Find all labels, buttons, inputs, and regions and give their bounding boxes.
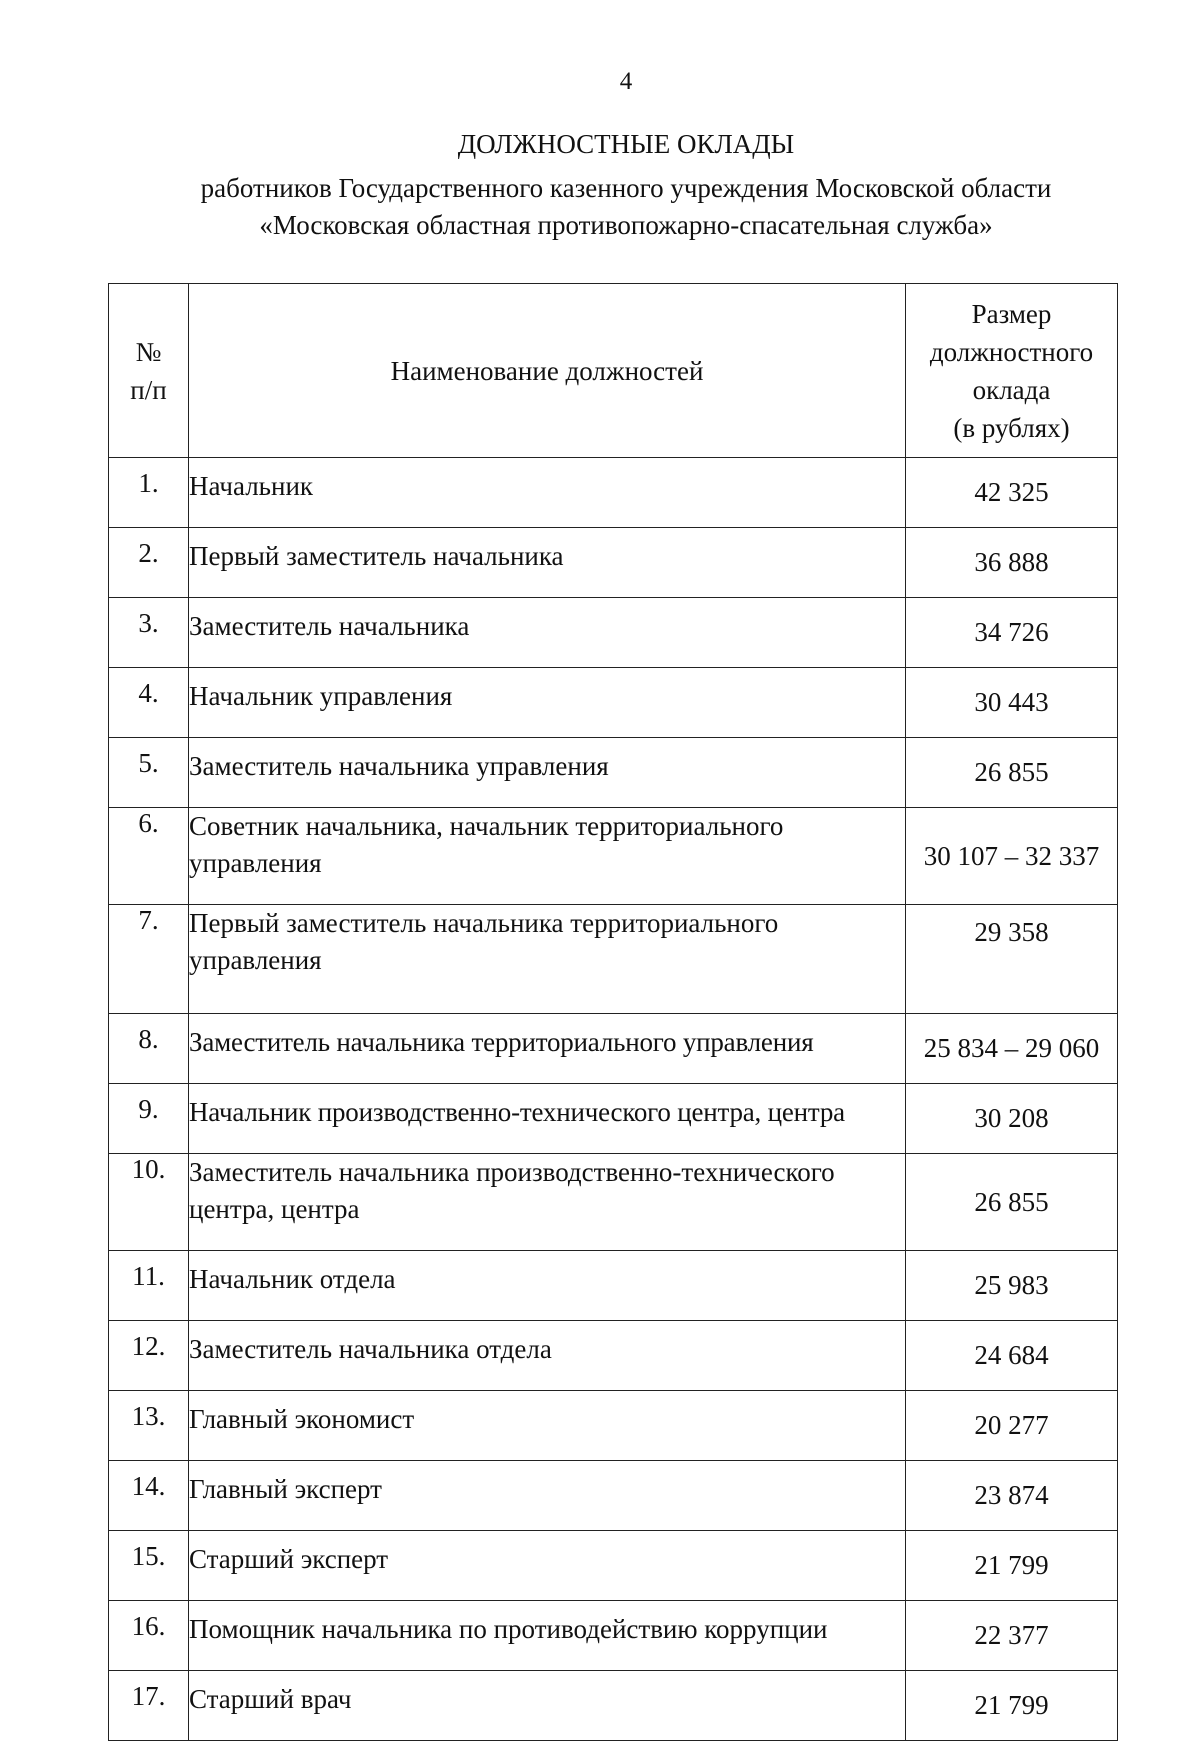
row-number: 16. [109,1601,189,1671]
table-row [109,1084,1118,1154]
table-row [109,808,1118,905]
salary-value: 22 377 [906,1601,1118,1671]
row-number: 6. [109,808,189,905]
column-header-number [109,284,189,458]
table-header-row [109,284,1118,458]
position-name: Заместитель начальника территориального управления [189,1014,906,1084]
table-row [109,905,1118,1014]
column-header-position: Наименование должностей [189,284,906,458]
salary-value: 26 855 [906,738,1118,808]
position-name: Советник начальника, начальник территориального управления [189,808,906,905]
column-header-salary [906,284,1118,458]
row-number: 8. [109,1014,189,1084]
position-name: Помощник начальника по противодействию коррупции [189,1601,906,1671]
header-salary-line-1: Размер [971,298,1052,329]
position-name: Начальник управления [189,668,906,738]
salary-value: 25 834 – 29 060 [906,1014,1118,1084]
table-row [109,1601,1118,1671]
salary-table [108,283,1118,1741]
position-name: Старший эксперт [189,1531,906,1601]
table-row [109,1391,1118,1461]
position-name: Заместитель начальника производственно-технического центра, центра [189,1154,906,1251]
table-row [109,1251,1118,1321]
header-number-symbol: № [135,336,162,367]
position-name: Начальник отдела [189,1251,906,1321]
header-salary-line-3: оклада [972,374,1051,405]
position-name: Заместитель начальника отдела [189,1321,906,1391]
salary-value: 21 799 [906,1531,1118,1601]
salary-value: 25 983 [906,1251,1118,1321]
row-number: 4. [109,668,189,738]
header-number-abbrev: п/п [130,374,167,405]
table-row [109,1461,1118,1531]
table-row [109,1154,1118,1251]
position-name: Заместитель начальника управления [189,738,906,808]
position-name: Заместитель начальника [189,598,906,668]
table-row [109,738,1118,808]
salary-value: 42 325 [906,458,1118,528]
table-row [109,528,1118,598]
page-number: 4 [619,68,633,95]
position-name: Начальник [189,458,906,528]
row-number: 3. [109,598,189,668]
position-name: Первый заместитель начальника территориального управления [189,905,906,1014]
salary-value: 36 888 [906,528,1118,598]
row-number: 7. [109,905,189,1014]
position-name: Начальник производственно-технического центра, центра [189,1084,906,1154]
salary-value: 30 107 – 32 337 [906,808,1118,905]
row-number: 14. [109,1461,189,1531]
row-number: 13. [109,1391,189,1461]
salary-value: 21 799 [906,1671,1118,1741]
table-row [109,1014,1118,1084]
row-number: 17. [109,1671,189,1741]
document-subtitle-line-2: «Московская областная противопожарно-спасательная служба» [259,210,993,240]
salary-value: 29 358 [906,905,1118,1014]
row-number: 11. [109,1251,189,1321]
table-row [109,458,1118,528]
position-name: Старший врач [189,1671,906,1741]
salary-value: 30 443 [906,668,1118,738]
document-title: ДОЛЖНОСТНЫЕ ОКЛАДЫ [457,129,795,159]
header-salary-line-4: (в рублях) [953,412,1070,443]
row-number: 10. [109,1154,189,1251]
row-number: 15. [109,1531,189,1601]
salary-value: 34 726 [906,598,1118,668]
row-number: 1. [109,458,189,528]
row-number: 5. [109,738,189,808]
position-name: Первый заместитель начальника [189,528,906,598]
row-number: 12. [109,1321,189,1391]
table-row [109,668,1118,738]
salary-value: 26 855 [906,1154,1118,1251]
salary-value: 20 277 [906,1391,1118,1461]
salary-value: 23 874 [906,1461,1118,1531]
document-subtitle-line-1: работников Государственного казенного учреждения Московской области [200,173,1052,203]
row-number: 2. [109,528,189,598]
table-row [109,1671,1118,1741]
salary-value: 24 684 [906,1321,1118,1391]
header-salary-line-2: должностного [929,336,1094,367]
table-row [109,598,1118,668]
position-name: Главный экономист [189,1391,906,1461]
table-row [109,1531,1118,1601]
row-number: 9. [109,1084,189,1154]
table-row [109,1321,1118,1391]
salary-value: 30 208 [906,1084,1118,1154]
position-name: Главный эксперт [189,1461,906,1531]
